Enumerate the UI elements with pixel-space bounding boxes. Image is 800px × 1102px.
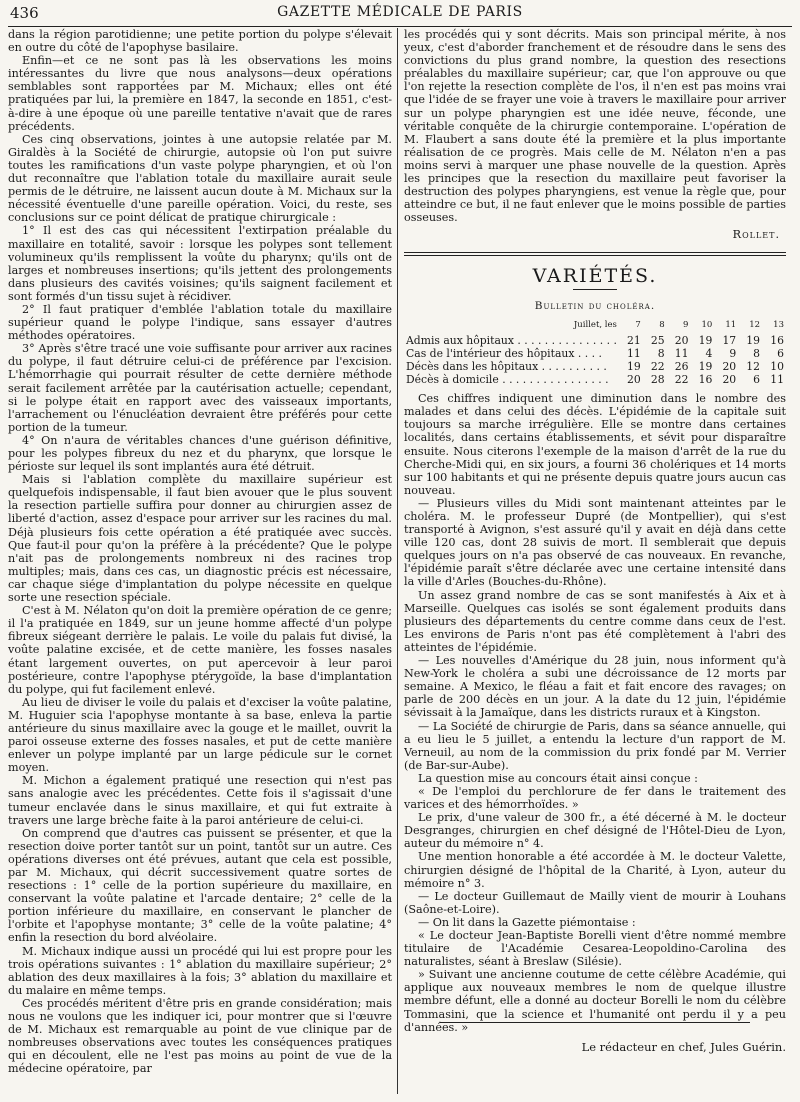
paragraph: La question mise au concours était ainsi conçue :: [418, 771, 698, 785]
date-header: 13: [773, 319, 784, 330]
row-label: Admis aux hôpitaux . . . . . . . . . . . . . . .: [406, 333, 617, 347]
table-cell: 6: [753, 373, 761, 387]
date-header: 8: [659, 319, 665, 330]
paragraph: 2° Il faut pratiquer d'emblée l'ablation totale du maxillaire supérieur quand le polype l'indique, sans essayer d'autres méthodes opératoires.: [8, 302, 392, 343]
end-rule: [440, 1022, 750, 1023]
table-cell: 28: [650, 373, 665, 387]
date-header: 12: [749, 319, 761, 330]
table-cell: 20: [627, 373, 641, 387]
author-signature: Rollet.: [732, 228, 780, 242]
table-cell: 16: [770, 333, 784, 347]
table-cell: 11: [627, 346, 641, 360]
paragraph: 1° Il est des cas qui nécessitent l'extirpation préalable du maxillaire en totalité, savoir : lorsque les polypes sont tellement volumineux qu'ils remplissent la voûte du pharynx; qu'ils ont de larges et nombreuses insertions; qu'ils jettent des prolongements dans plusieurs des cavités voisines; qu'ils saignent facilement et sont formés d'un tissu sujet à récidiver.: [8, 224, 392, 303]
paragraph: C'est à M. Nélaton qu'on doit la première opération de ce genre; il l'a pratiquée en 1849, sur un jeune homme affecté d'un polype fibreux siégeant derrière le palais. Le voile du palais fut divisé, la voûte palatine excisée, et de cette manière, les fosses nasales étant largement ouvertes, on put apercevoir à leur paroi postérieure, contre l'apophyse ptérygoïde, la base d'implantation du polype, qui fut facilement enlevé.: [8, 604, 392, 696]
table-cell: 19: [698, 359, 713, 373]
row-label: Cas de l'intérieur des hôpitaux . . . .: [406, 346, 602, 360]
paragraph: dans la région parotidienne; une petite portion du polype s'élevait en outre du côté de l'apophyse basilaire.: [8, 28, 392, 55]
section-rule: [404, 252, 786, 256]
table-cell: 12: [746, 359, 761, 373]
table-cell: 25: [650, 333, 665, 347]
table-cell: 21: [627, 333, 641, 347]
paragraph: Ces procédés méritent d'être pris en grande considération; mais nous ne voulons que les indiquer ici, pour montrer que si l'œuvre de M. Michaux est remarquable au point de vue clinique par de nombreuses observations avec toutes les conséquences pratiques qui en découlent, elle ne l'est pas moins au point de vue de la médecine opératoire, par: [8, 996, 392, 1076]
table-row: [404, 360, 786, 373]
paragraph: — Les nouvelles d'Amérique du 28 juin, nous informent qu'à New-York le choléra a subi une décroissance de 12 morts par semaine. A Mexico, le fléau a fait et fait encore des ravages; on parle de 200 décès en un jour. A la date du 12 juin, l'épidémie sévissait à la Jamaïque, dans les districts ruraux et à Kingston.: [404, 654, 786, 720]
journal-title: GAZETTE MÉDICALE DE PARIS: [277, 4, 523, 20]
table-cell: 10: [770, 359, 784, 373]
page-header: [8, 0, 792, 27]
column-divider: [397, 28, 398, 1094]
table-cell: 6: [777, 346, 784, 360]
paragraph: — Le docteur Guillemaut de Mailly vient de mourir à Louhans (Saône-et-Loire).: [404, 889, 786, 916]
editor-signature: Le rédacteur en chef, Jules Guérin.: [581, 1040, 786, 1054]
paragraph: — Plusieurs villes du Midi sont maintenant atteintes par le choléra. M. le professeur Dupré (de Montpellier), qui s'est transporté à Avignon, s'est assuré qu'il y avait en déjà dans cette ville 120 cas, dont 28 suivis de mort. Il semblerait que depuis quelques jours on n'a pas observé de cas nouveaux. En revanche, l'épidémie paraît s'être déclarée avec une certaine intensité dans la ville d'Arles (Bouches-du-Rhône).: [404, 496, 786, 589]
table-cell: 19: [746, 333, 761, 347]
paragraph: On comprend que d'autres cas puissent se présenter, et que la resection doive porter tantôt sur un point, tantôt sur un autre. Ces opérations diverses ont été prévues, autant que cela est possible, par M. Michaux, qui décrit successivement quatre sortes de resections : 1° celle de la portion supérieure du maxillaire, en conservant la voûte palatine et l'arcade dentaire; 2° celle de la portion inférieure du maxillaire, en conservant le plancher de l'orbite et l'apophyse montante; 3° celle de la voûte palatine; 4° enfin la resection du bord alvéolaire.: [8, 826, 392, 945]
table-header-row: [404, 319, 786, 334]
table-row: [404, 347, 786, 360]
table-cell: 4: [705, 346, 713, 360]
table-cell: 19: [698, 333, 713, 347]
paragraph: « Le docteur Jean-Baptiste Borelli vient d'être nommé membre titulaire de l'Académie Cesarea-Leopoldino-Carolina des naturalistes, séant à Breslaw (Silésie).: [404, 929, 786, 969]
paragraph: — La Société de chirurgie de Paris, dans sa séance annuelle, qui a eu lieu le 5 juillet, a entendu la lecture d'un rapport de M. Verneuil, au nom de la commission du prix fondé par M. Verrier (de Bar-sur-Aube).: [404, 719, 786, 772]
date-header: 9: [683, 319, 689, 330]
paragraph: Le prix, d'une valeur de 300 fr., a été décerné à M. le docteur Desgranges, chirurgien en chef désigné de l'Hôtel-Dieu de Lyon, auteur du mémoire n° 4.: [404, 811, 786, 851]
table-cell: 22: [650, 359, 665, 373]
table-row: [404, 373, 786, 386]
page-number: 436: [10, 4, 39, 22]
date-header: 7: [635, 319, 641, 330]
table-cell: 9: [729, 346, 737, 360]
table-cell: 8: [657, 346, 665, 360]
table-cell: 11: [770, 373, 784, 387]
paragraph: M. Michon a également pratiqué une resection qui n'est pas sans analogie avec les précédentes. Cette fois il s'agissait d'une tumeur enclavée dans le sinus maxillaire, et qui fut extraite à travers une large brèche faite à la paroi antérieure de celui-ci.: [8, 774, 392, 827]
table-row: [404, 334, 786, 347]
paragraph: Un assez grand nombre de cas se sont manifestés à Aix et à Marseille. Quelques cas isolés se sont également produits dans plusieurs des départements du centre comme dans ceux de l'est. Les environs de Paris n'ont pas été complètement à l'abri des atteintes de l'épidémie.: [404, 588, 786, 654]
cholera-table: [404, 319, 786, 386]
title-rule: [573, 289, 617, 290]
paragraph: Mais si l'ablation complète du maxillaire supérieur est quelquefois indispensable, il faut bien avouer que le plus souvent la resection partielle suffira pour donner au chirurgien assez de liberté d'action, assez d'espace pour arriver sur les racines du mal. Déjà plusieurs fois cette opération a été pratiquée avec succès. Que faut-il pour qu'on la préfère à la précédente? Que le polype n'ait pas de prolongements nombreux ni des racines trop multiples; mais, dans ces cas, un diagnostic précis est nécessaire, car chaque siége d'implantation du polype nécessite en quelque sorte une resection spéciale.: [8, 473, 392, 605]
table-header-label: Juillet, les: [573, 319, 617, 330]
paragraph: 4° On n'aura de véritables chances d'une guérison définitive, pour les polypes fibreux du nez et du pharynx, que lorsque le périoste sur lequel ils sont implantés aura été détruit.: [8, 433, 392, 474]
paragraph: Ces chiffres indiquent une diminution dans le nombre des malades et dans celui des décès. L'épidémie de la capitale suit toujours sa marche irrégulière. Elle se montre dans certaines localités, dans certains établissements, et sévit pour disparaître ensuite. Nous citerons l'exemple de la maison d'arrêt de la rue du Cherche-Midi qui, en six jours, a fourni 36 cholériques et 14 morts sur 100 habitants et qui ne présente depuis quatre jours aucun cas nouveau.: [404, 392, 786, 497]
date-header: 10: [701, 319, 713, 330]
table-cell: 26: [674, 359, 689, 373]
row-label: Décès à domicile . . . . . . . . . . . . . . . .: [406, 373, 609, 387]
table-cell: 20: [674, 333, 689, 347]
paragraph: « De l'emploi du perchlorure de fer dans le traitement des varices et des hémorrhoïdes. »: [404, 784, 786, 812]
table-cell: 17: [722, 333, 737, 347]
row-label: Décès dans les hôpitaux . . . . . . . . . .: [406, 359, 607, 373]
table-cell: 16: [698, 373, 713, 387]
paragraph: 3° Après s'être tracé une voie suffisante pour arriver aux racines du polype, il faut détruire celui-ci de préférence par l'excision. L'hémorrhagie qui pourrait résulter de cette dernière méthode serait facilement arrêtée par la cautérisation actuelle; cependant, si le polype était en rapport avec des vaisseaux importants, l'arrachement ou l'énucléation devraient être préférés pour cette portion de la tumeur.: [8, 342, 392, 434]
paragraph: Ces cinq observations, jointes à une autopsie relatée par M. Giraldès à la Société de chirurgie, autopsie où l'on put suivre toutes les ramifications d'un vaste polype pharyngien, et où l'on dut reconnaître que l'ablation totale du maxillaire aurait seule permis de le détruire, ne laissent aucun doute à M. Michaux sur la nécessité éventuelle d'une pareille opération. Voici, du reste, ses conclusions sur ce point délicat de pratique chirurgicale :: [8, 132, 392, 225]
paragraph: Enfin—et ce ne sont pas là les observations les moins intéressantes du livre que nous analysons—deux opérations semblables sont rapportées par M. Michaux; elles ont été pratiquées par lui, la première en 1847, la seconde en 1851, c'est-à-dire à une époque où une pareille tentative n'avait que de rares précédents.: [8, 54, 392, 133]
paragraph: Une mention honorable a été accordée à M. le docteur Valette, chirurgien désigné de l'hôpital de la Charité, à Lyon, auteur du mémoire n° 3.: [404, 850, 786, 890]
paragraph: — On lit dans la Gazette piémontaise :: [418, 915, 636, 929]
table-cell: 20: [722, 359, 737, 373]
paragraph: Au lieu de diviser le voile du palais et d'exciser la voûte palatine, M. Huguier scia l'apophyse montante à sa base, enleva la partie antérieure du sinus maxillaire avec la gouge et le maillet, ouvrit la paroi osseuse externe des fosses nasales, et put de cette manière enlever un polype implanté par un large pédicule sur le cornet moyen.: [8, 695, 392, 775]
date-header: 11: [725, 319, 737, 330]
right-column: [404, 28, 786, 1098]
section-title: VARIÉTÉS.: [532, 264, 658, 287]
left-column: [8, 28, 392, 1098]
paragraph: » Suivant une ancienne coutume de cette célèbre Académie, qui applique aux nouveaux membres le nom de quelque illustre membre défunt, elle a donné au docteur Borelli le nom du célèbre Tommasini, que la science et l'humanité ont perdu il y a peu d'années. »: [404, 968, 786, 1034]
table-cell: 22: [674, 373, 689, 387]
table-cell: 11: [674, 346, 689, 360]
paragraph: les procédés qui y sont décrits. Mais son principal mérite, à nos yeux, c'est d'aborder franchement et de résoudre dans le sens des convictions du plus grand nombre, la question des resections préalables du maxillaire supérieur; car, que l'on approuve ou que l'on rejette la resection complète de l'os, il n'en est pas moins vrai que l'idée de se frayer une voie à travers le maxillaire pour arriver sur un polype pharyngien est une idée neuve, féconde, une véritable conquête de la chirurgie contemporaine. L'opération de M. Flaubert a sans doute été la première et la plus importante réalisation de ce progrès. Mais celle de M. Nélaton n'en a pas moins servi à marquer une phase nouvelle de la question. Après les principes que la resection du maxillaire peut favoriser la destruction des polypes pharyngiens, est venue la règle que, pour atteindre ce but, il ne faut enlever que le moins possible de parties osseuses.: [404, 28, 786, 225]
table-cell: 8: [753, 346, 761, 360]
table-cell: 19: [627, 359, 641, 373]
table-cell: 20: [722, 373, 737, 387]
paragraph: M. Michaux indique aussi un procédé qui lui est propre pour les trois opérations suivantes : 1° ablation du maxillaire supérieur; 2° ablation des deux maxillaires à la fois; 3° ablation du maxillaire et du malaire en même temps.: [8, 944, 392, 997]
bulletin-title: Bulletin du choléra.: [534, 299, 656, 312]
